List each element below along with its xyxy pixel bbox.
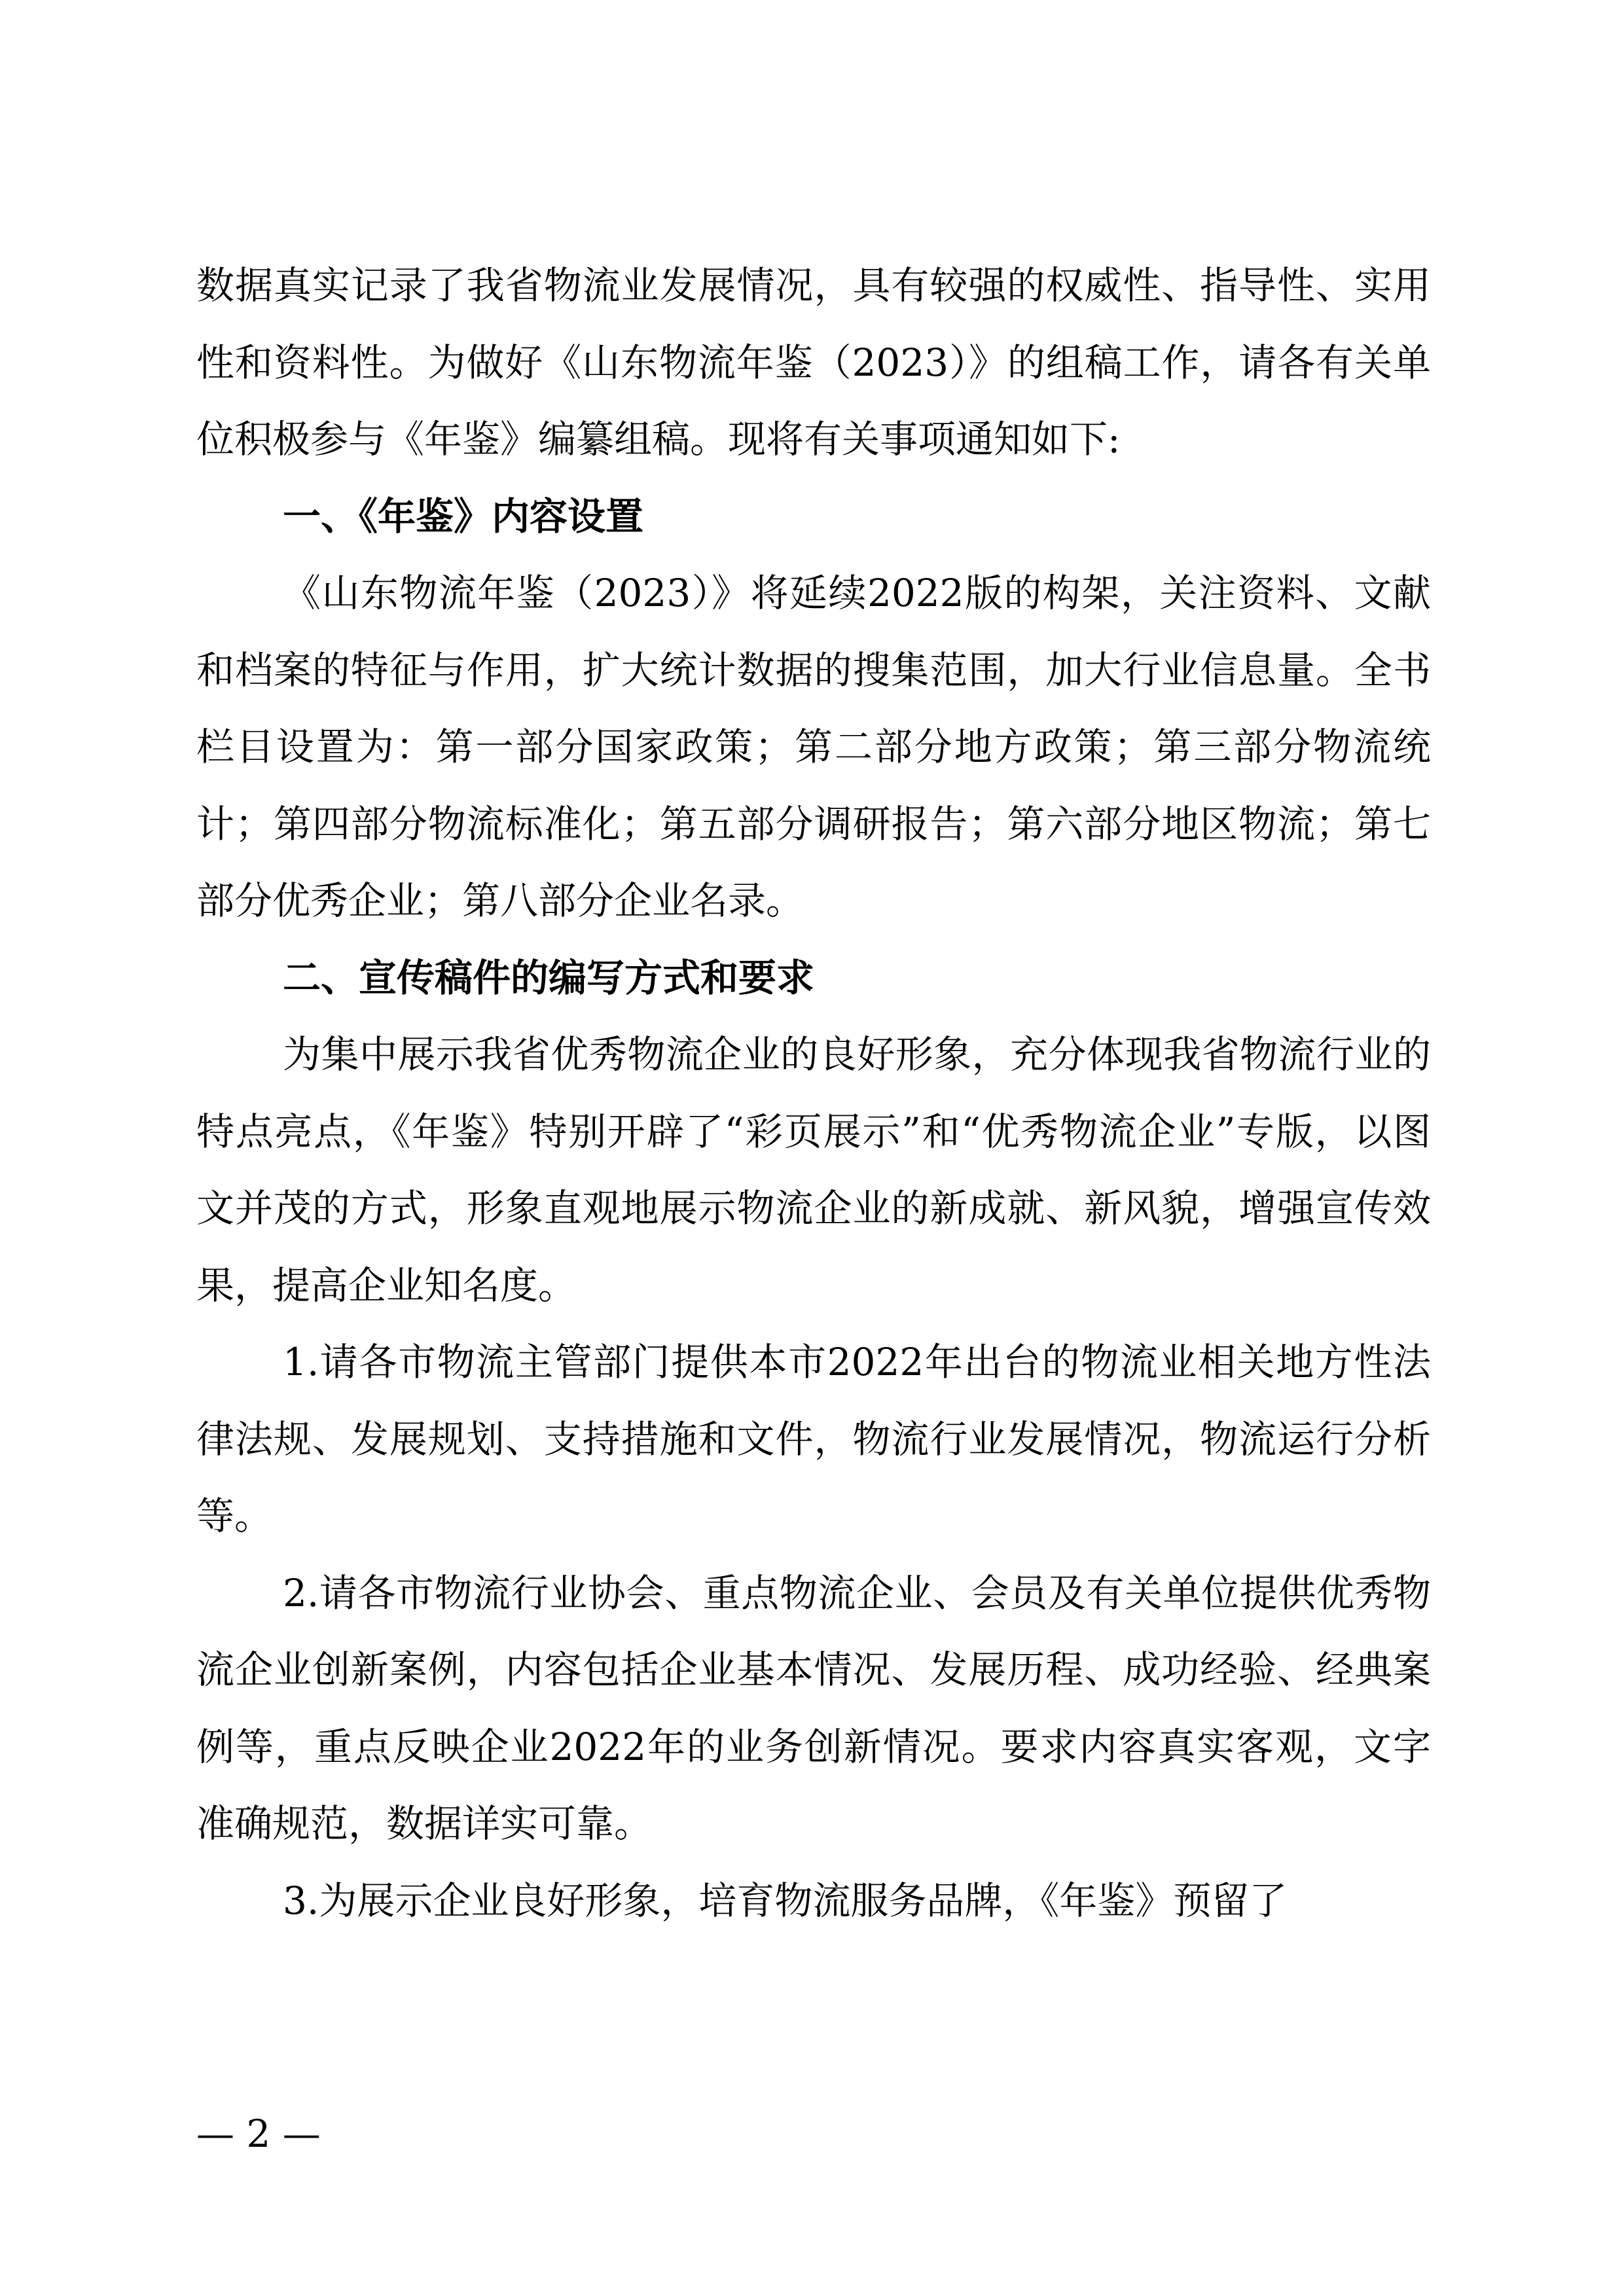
paragraph-item-1: 1.请各市物流主管部门提供本市2022年出台的物流业相关地方性法律法规、发展规划、支持措施和文件，物流行业发展情况，物流运行分析等。 (196, 1340, 1431, 1538)
section-heading-2: 二、宣传稿件的编写方式和要求 (283, 955, 815, 1000)
paragraph-content-setup: 《山东物流年鉴（2023）》将延续2022版的构架，关注资料、文献和档案的特征与作用，扩大统计数据的搜集范围，加大行业信息量。全书栏目设置为：第一部分国家政策；第二部分地方政策；第三部分物流统计；第四部分物流标准化；第五部分调研报告；第六部分地区物流；第七部分优秀企业；第八部分企业名录。 (196, 571, 1431, 923)
paragraph-intro-continued: 数据真实记录了我省物流业发展情况，具有较强的权威性、指导性、实用性和资料性。为做好《山东物流年鉴（2023）》的组稿工作，请各有关单位积极参与《年鉴》编纂组稿。现将有关事项通知如下: (196, 263, 1431, 461)
section-heading-1: 一、《年鉴》内容设置 (283, 493, 644, 539)
body-text (196, 247, 1431, 1939)
paragraph-item-2: 2.请各市物流行业协会、重点物流企业、会员及有关单位提供优秀物流企业创新案例，内容包括企业基本情况、发展历程、成功经验、经典案例等，重点反映企业2022年的业务创新情况。要求内容真实客观，文字准确规范，数据详实可靠。 (196, 1570, 1431, 1846)
paragraph-item-3: 3.为展示企业良好形象，培育物流服务品牌，《年鉴》预留了 (283, 1878, 1288, 1923)
paragraph-promotion-purpose: 为集中展示我省优秀物流企业的良好形象，充分体现我省物流行业的特点亮点，《年鉴》特别开辟了“彩页展示”和“优秀物流企业”专版，以图文并茂的方式，形象直观地展示物流企业的新成就、新风貌，增强宣传效果，提高企业知名度。 (196, 1032, 1431, 1308)
page-number: — 2 — (196, 2111, 321, 2156)
